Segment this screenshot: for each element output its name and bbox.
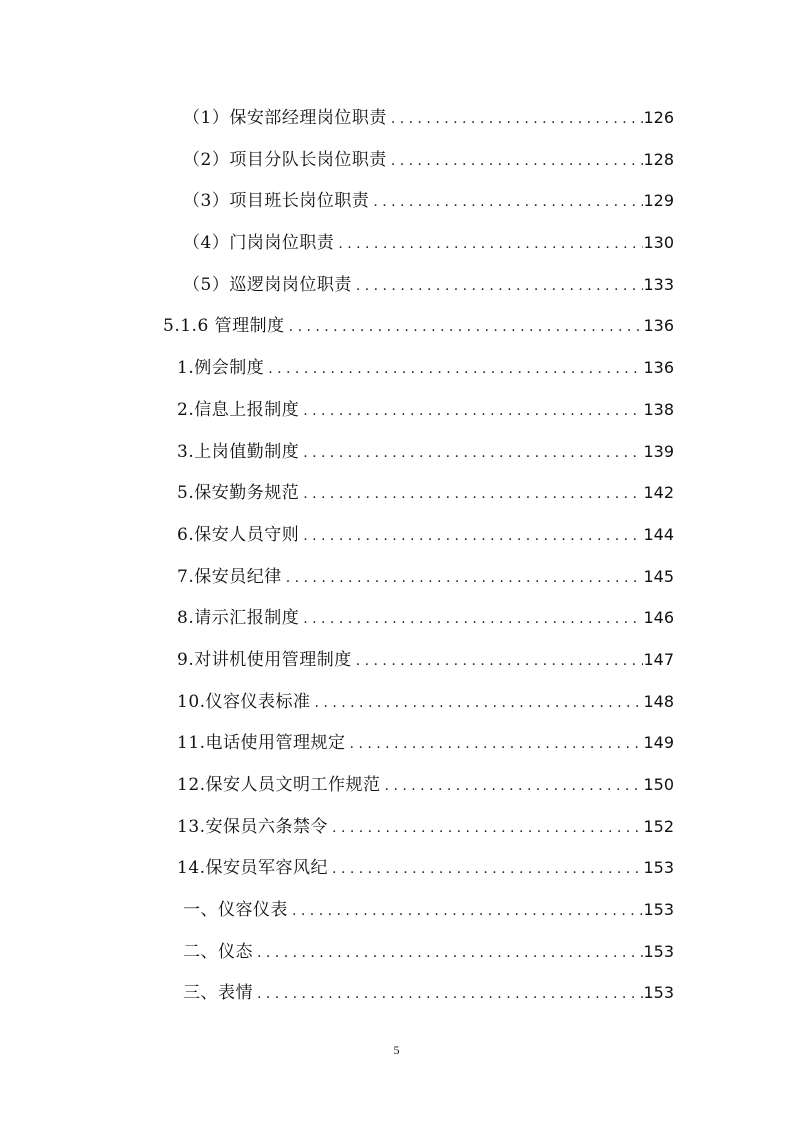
dot-leader [299, 608, 643, 630]
toc-entry-page: 153 [643, 858, 674, 878]
dot-leader [253, 983, 643, 1005]
toc-entry-page: 130 [643, 233, 674, 253]
toc-entry-page: 153 [643, 900, 674, 920]
toc-entry-page: 152 [643, 816, 674, 836]
dot-leader [299, 483, 643, 505]
toc-entry-page: 150 [643, 775, 674, 794]
toc-entry-page: 142 [643, 483, 674, 503]
toc-entry [0, 346, 793, 388]
toc-entry-page: 145 [643, 566, 674, 586]
toc-entry-page: 149 [643, 733, 674, 753]
dot-leader [299, 442, 643, 464]
toc-entry-title: 5.1.6 管理制度 [163, 316, 285, 337]
toc-entry-page: 136 [643, 316, 674, 336]
toc-entry-title: 6.保安人员守则 [177, 524, 300, 545]
dot-leader [288, 900, 643, 922]
toc-entry [0, 179, 793, 221]
toc-entry [0, 138, 793, 180]
toc-entry [0, 596, 793, 638]
toc-entry-page: 128 [643, 149, 674, 169]
dot-leader [264, 358, 643, 380]
toc-entry [0, 221, 793, 263]
toc-entry [0, 680, 793, 722]
toc-entry-title: 13.安保员六条禁令 [177, 816, 329, 837]
toc-entry [0, 430, 793, 472]
toc-entry-title: 11.电话使用管理规定 [177, 733, 346, 754]
toc-entry-title: 14.保安员军容风纪 [177, 858, 329, 879]
dot-leader [387, 108, 644, 130]
toc-entry-page: 136 [643, 358, 674, 378]
dot-leader [352, 650, 644, 672]
page-number: 5 [393, 1043, 400, 1057]
toc-entry-page: 144 [643, 524, 674, 544]
toc-entry-title: （4）门岗岗位职责 [183, 233, 335, 254]
toc-entry-title: 10.仪容仪表标准 [177, 691, 311, 712]
toc-entry-page: 153 [643, 983, 674, 1003]
toc-entry-page: 147 [643, 649, 674, 669]
dot-leader [328, 817, 643, 839]
toc-entry [0, 471, 793, 513]
toc-entry [0, 555, 793, 597]
toc-entry-title: （3）项目班长岗位职责 [183, 191, 370, 212]
toc-entry [0, 930, 793, 972]
dot-leader [282, 567, 644, 589]
toc-entry-title: （2）项目分队长岗位职责 [183, 149, 387, 170]
toc-entry [0, 263, 793, 305]
toc-entry-title: 9.对讲机使用管理制度 [177, 649, 352, 670]
toc-entry [0, 846, 793, 888]
dot-leader [387, 150, 644, 172]
toc-entry-page: 126 [643, 108, 674, 127]
toc-entry [0, 388, 793, 430]
toc-entry [0, 638, 793, 680]
toc-entry [0, 805, 793, 847]
toc-entry [0, 971, 793, 1013]
dot-leader [299, 400, 643, 422]
dot-leader [381, 775, 644, 797]
toc-entry-page: 133 [643, 274, 674, 294]
toc-entry-title: 12.保安人员文明工作规范 [177, 775, 381, 795]
toc-entry-title: 8.请示汇报制度 [177, 608, 300, 629]
dot-leader [346, 733, 644, 755]
dot-leader [311, 692, 644, 714]
dot-leader [253, 942, 643, 964]
toc-entry-page: 139 [643, 441, 674, 461]
toc-entry-title: 5.保安勤务规范 [177, 483, 300, 504]
toc-entry-title: 二、仪态 [183, 941, 253, 962]
toc-entry-title: 3.上岗值勤制度 [177, 441, 300, 462]
dot-leader [369, 191, 643, 213]
toc-entry-title: 1.例会制度 [177, 358, 265, 379]
dot-leader [352, 275, 644, 297]
toc-entry-page: 153 [643, 941, 674, 961]
toc-entry-title: （1）保安部经理岗位职责 [183, 108, 387, 128]
toc-entry-page: 129 [643, 191, 674, 211]
toc-entry [0, 513, 793, 555]
toc-entry-title: （5）巡逻岗岗位职责 [183, 274, 352, 295]
toc-entry [0, 763, 793, 805]
toc-entry-title: 一、仪容仪表 [183, 900, 288, 921]
toc-entry [0, 304, 793, 346]
dot-leader [334, 233, 643, 255]
toc-entry-page: 146 [643, 608, 674, 628]
toc-entry-page: 148 [643, 691, 674, 711]
toc-entry-title: 7.保安员纪律 [177, 566, 282, 587]
dot-leader [328, 858, 643, 880]
dot-leader [285, 316, 644, 338]
table-of-contents [0, 96, 793, 1013]
toc-entry-page: 138 [643, 399, 674, 419]
toc-entry-title: 2.信息上报制度 [177, 399, 300, 420]
dot-leader [299, 525, 643, 547]
toc-entry [0, 888, 793, 930]
toc-entry [0, 721, 793, 763]
toc-entry-title: 三、表情 [183, 983, 253, 1004]
toc-entry [0, 96, 793, 138]
